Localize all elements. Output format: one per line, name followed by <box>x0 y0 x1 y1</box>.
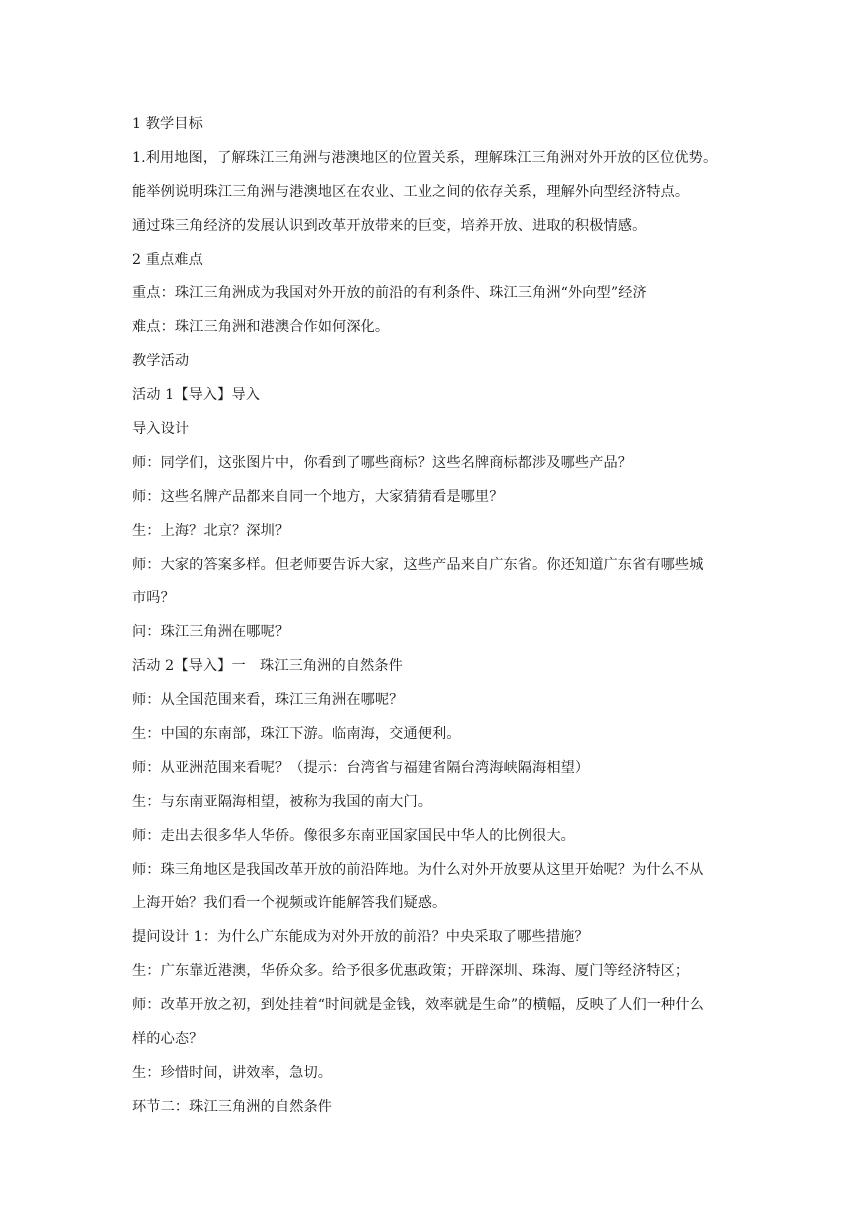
dialogue-line: 师：从亚洲范围来看呢？（提示：台湾省与福建省隔台湾海峡隔海相望） <box>132 759 590 776</box>
activity-heading: 活动 2【导入】一 珠江三角洲的自然条件 <box>132 658 403 675</box>
dialogue-line: 生：广东靠近港澳，华侨众多。给予很多优惠政策；开辟深圳、珠海、厦门等经济特区； <box>132 963 690 980</box>
paragraph-line: 能举例说明珠江三角洲与港澳地区在农业、工业之间的依存关系，理解外向型经济特点。 <box>132 183 690 200</box>
paragraph-line: 导入设计 <box>132 421 190 438</box>
paragraph-line: 重点：珠江三角洲成为我国对外开放的前沿的有利条件、珠江三角洲“外向型”经济 <box>132 285 647 302</box>
paragraph-line: 通过珠三角经济的发展认识到改革开放带来的巨变，培养开放、进取的积极情感。 <box>132 217 647 234</box>
dialogue-line: 问：珠江三角洲在哪呢？ <box>132 624 290 641</box>
document-body <box>132 108 752 1125</box>
dialogue-line: 师：改革开放之初，到处挂着“时间就是金钱，效率就是生命”的横幅，反映了人们一种什么 <box>132 997 704 1014</box>
dialogue-line: 生：与东南亚隔海相望，被称为我国的南大门。 <box>132 793 433 810</box>
dialogue-line: 师：这些名牌产品都来自同一个地方，大家猜猜看是哪里？ <box>132 488 504 505</box>
dialogue-line: 师：从全国范围来看，珠江三角洲在哪呢？ <box>132 692 404 709</box>
dialogue-line: 师：同学们，这张图片中，你看到了哪些商标？这些名牌商标都涉及哪些产品？ <box>132 454 633 471</box>
paragraph-line: 难点：珠江三角洲和港澳合作如何深化。 <box>132 319 390 336</box>
section-heading-activities: 教学活动 <box>132 353 190 370</box>
dialogue-line: 师：走出去很多华人华侨。像很多东南亚国家国民中华人的比例很大。 <box>132 827 575 844</box>
dialogue-line: 生：珍惜时间，讲效率，急切。 <box>132 1064 333 1081</box>
dialogue-line: 师：珠三角地区是我国改革开放的前沿阵地。为什么对外开放要从这里开始呢？为什么不从 <box>132 861 704 878</box>
dialogue-line: 生：上海？北京？深圳？ <box>132 522 290 539</box>
dialogue-line: 样的心态？ <box>132 1031 204 1048</box>
dialogue-line: 师：大家的答案多样。但老师要告诉大家，这些产品来自广东省。你还知道广东省有哪些城 <box>132 556 704 573</box>
dialogue-line: 上海开始？我们看一个视频或许能解答我们疑惑。 <box>132 895 447 912</box>
section-heading-objectives: 1 教学目标 <box>132 116 203 132</box>
section-heading-key-points: 2 重点难点 <box>132 251 203 268</box>
dialogue-line: 市吗？ <box>132 590 175 607</box>
activity-heading: 活动 1【导入】导入 <box>132 387 261 404</box>
section-heading-step-two: 环节二：珠江三角洲的自然条件 <box>132 1098 333 1115</box>
paragraph-line: 1.利用地图，了解珠江三角洲与港澳地区的位置关系，理解珠江三角洲对外开放的区位优势。 <box>132 149 718 166</box>
dialogue-line: 生：中国的东南部，珠江下游。临南海，交通便利。 <box>132 726 461 743</box>
question-design-line: 提问设计 1：为什么广东能成为对外开放的前沿？中央采取了哪些措施？ <box>132 929 589 946</box>
